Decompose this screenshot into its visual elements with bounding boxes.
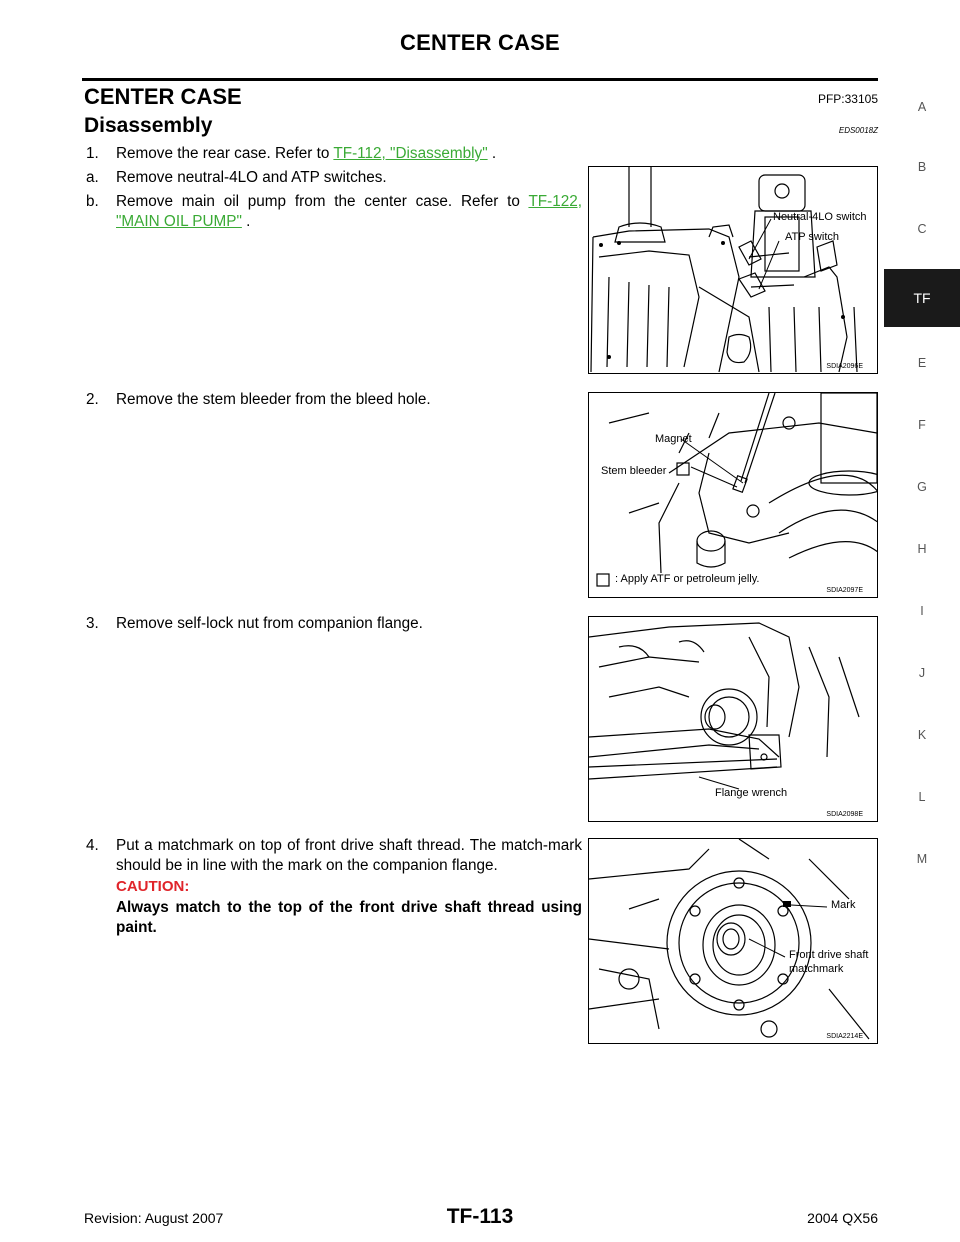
stem-bleeder-illustration	[589, 393, 878, 598]
caution-label: CAUTION:	[116, 878, 190, 895]
tab-b[interactable]: B	[917, 160, 927, 174]
step-text: Remove main oil pump from the center case. Refer to TF-122, "MAIN OIL PUMP" .	[116, 193, 582, 230]
figure-matchmark	[588, 838, 878, 1044]
figure-code: SDIA2098E	[826, 811, 863, 818]
tab-tf[interactable]: TF	[884, 269, 960, 327]
tab-j[interactable]: J	[918, 666, 926, 680]
figure-stem-bleeder	[588, 392, 878, 598]
step-number: 3.	[86, 615, 99, 632]
step-number: 2.	[86, 391, 99, 408]
tab-l[interactable]: L	[918, 790, 926, 804]
figure-code: SDIA2097E	[826, 587, 863, 594]
footer-model: 2004 QX56	[807, 1210, 878, 1226]
running-header: CENTER CASE	[400, 30, 560, 55]
label-mark: Mark	[831, 899, 856, 911]
figure-code: SDIA2096E	[826, 363, 863, 370]
tab-m[interactable]: M	[916, 852, 928, 866]
tab-f[interactable]: F	[918, 418, 926, 432]
section-title: CENTER CASE	[84, 84, 242, 109]
tab-c[interactable]: C	[917, 222, 927, 236]
tab-a[interactable]: A	[917, 100, 927, 114]
apply-icon	[677, 463, 689, 475]
pfp-code: PFP:33105	[817, 92, 878, 106]
label-stem-bleeder: Stem bleeder	[601, 465, 667, 477]
matchmark-illustration	[589, 839, 878, 1044]
step-number: 1.	[86, 145, 99, 162]
legend-note: : Apply ATF or petroleum jelly.	[615, 573, 760, 585]
subsection-title: Disassembly	[84, 114, 213, 137]
label-flange-wrench: Flange wrench	[715, 787, 788, 799]
figure-code: SDIA2214E	[826, 1033, 863, 1040]
tab-h[interactable]: H	[917, 542, 927, 556]
tab-i[interactable]: I	[920, 604, 924, 618]
label-neutral-4lo-switch: Neutral-4LO switch	[773, 211, 867, 223]
footer-page-number: TF-113	[446, 1205, 514, 1228]
step-number: 4.	[86, 837, 99, 854]
link-tf-112-disassembly[interactable]: TF-112, "Disassembly"	[333, 145, 488, 162]
step-text: Remove the rear case. Refer to TF-112, "Disassembly" .	[116, 145, 497, 162]
step-text: Remove the stem bleeder from the bleed hole.	[116, 391, 431, 408]
label-matchmark: matchmark	[789, 963, 844, 975]
link-tf-122-main-oil-pump[interactable]: TF-122, "MAIN OIL PUMP"	[116, 193, 582, 230]
figure-switches	[588, 166, 878, 374]
caution-text: Always match to the top of the front drive shaft thread using paint.	[116, 899, 582, 936]
paint-mark	[783, 901, 791, 907]
tab-e[interactable]: E	[917, 356, 927, 370]
apply-icon-legend	[597, 574, 609, 586]
label-magnet: Magnet	[655, 433, 692, 445]
step-number: b.	[86, 193, 99, 210]
switches-illustration	[589, 167, 878, 374]
tab-g[interactable]: G	[917, 480, 927, 494]
footer-revision: Revision: August 2007	[84, 1210, 224, 1226]
label-atp-switch: ATP switch	[785, 231, 839, 243]
tab-k[interactable]: K	[917, 728, 927, 742]
step-text: Remove neutral-4LO and ATP switches.	[116, 169, 387, 186]
step-text: Remove self-lock nut from companion flange.	[116, 615, 423, 632]
step-number: a.	[86, 169, 99, 186]
header-rule	[82, 78, 878, 81]
figure-flange-wrench	[588, 616, 878, 822]
label-front-drive-shaft: Front drive shaft	[789, 949, 869, 961]
eds-code: EDS0018Z	[838, 126, 878, 135]
step-text: Put a matchmark on top of front drive shaft thread. The match-mark should be in line with the mark on the companion flange.	[116, 837, 582, 874]
